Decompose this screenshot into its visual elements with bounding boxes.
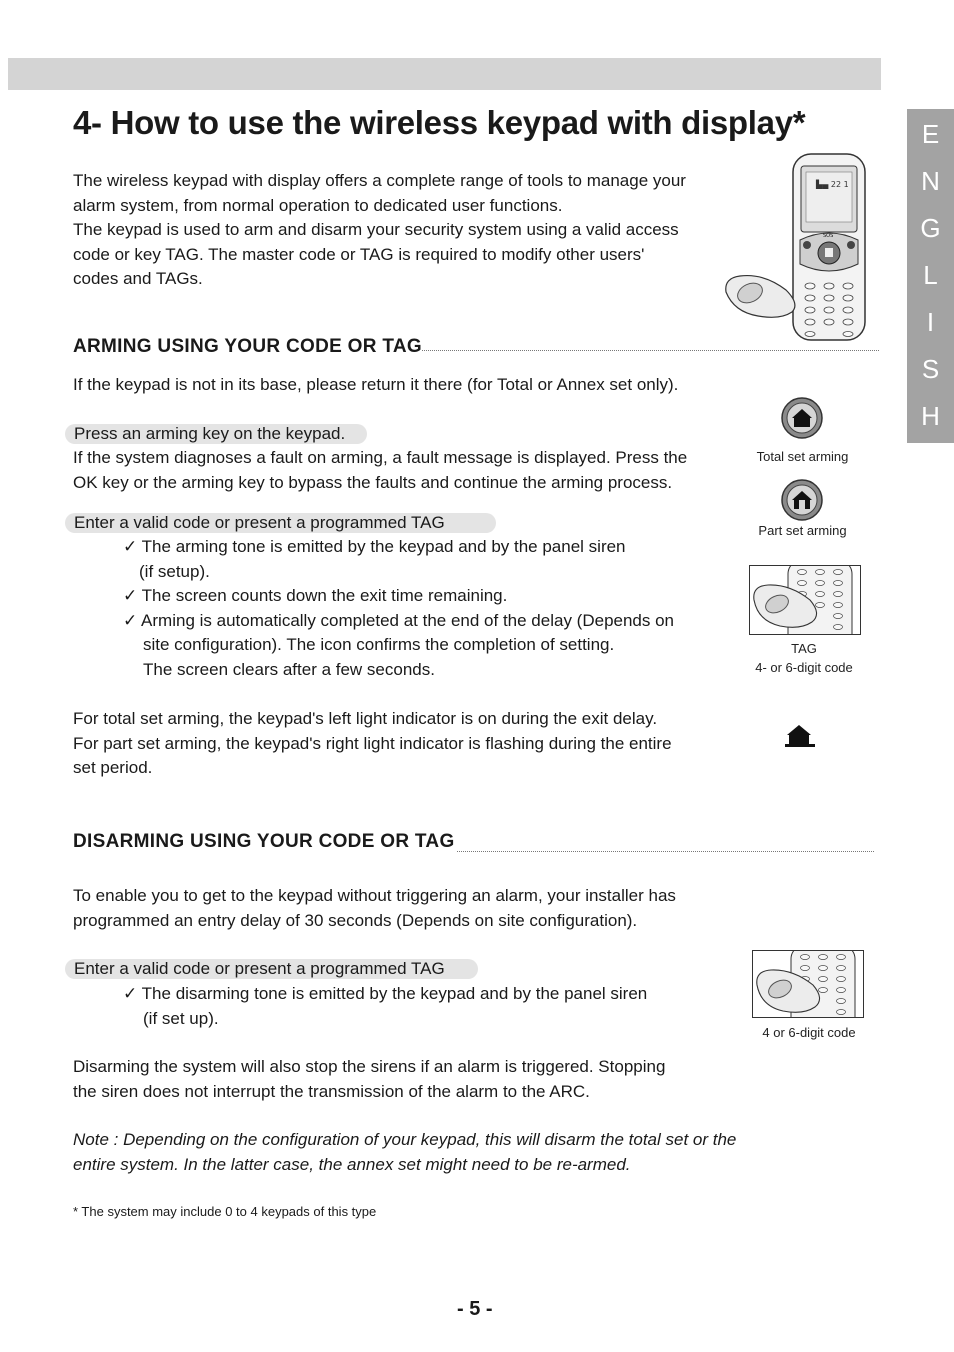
text-line: The wireless keypad with display offers a complete range of tools to manage your	[73, 171, 686, 190]
part-set-arming-caption: Part set arming	[758, 523, 847, 538]
entry-delay-paragraph	[73, 884, 773, 933]
text-line: alarm system, from normal operation to dedicated user functions.	[73, 195, 563, 215]
caption-line: 4- or 6-digit code	[755, 660, 853, 675]
arming-complete-icon	[784, 722, 816, 748]
checklist-item: ✓ The disarming tone is emitted by the keypad and by the panel siren	[123, 984, 648, 1003]
text-line: code or key TAG. The master code or TAG is required to modify other users'	[73, 244, 645, 264]
keypad-illustration	[722, 152, 872, 344]
side-tab-letter: E	[921, 119, 940, 149]
text-line: programmed an entry delay of 30 seconds (Depends on site configuration).	[73, 910, 638, 930]
text-line: entire system. In the latter case, the annex set might need to be re-armed.	[73, 1154, 631, 1174]
checklist-item: ✓ The arming tone is emitted by the keypad and by the panel siren	[123, 537, 626, 556]
side-tab-letter: N	[921, 166, 940, 196]
checklist-continuation: (if set up).	[143, 1008, 219, 1028]
caption-line: TAG	[791, 641, 817, 656]
total-set-arming-caption: Total set arming	[756, 449, 849, 464]
tag-caption	[745, 639, 863, 677]
text-line: The keypad is used to arm and disarm your security system using a valid access	[73, 220, 679, 239]
text-line: Disarming the system will also stop the sirens if an alarm is triggered. Stopping	[73, 1057, 666, 1076]
arming-step-press-key: Press an arming key on the keypad.	[65, 424, 367, 444]
text-line: To enable you to get to the keypad without triggering an alarm, your installer has	[73, 886, 676, 905]
side-tab-letter: L	[923, 260, 938, 290]
keypad-base-note: If the keypad is not in its base, please return it there (for Total or Annex set only).	[73, 375, 679, 394]
language-side-tab	[907, 109, 954, 443]
check-mark-icon: ✓	[123, 610, 138, 630]
checklist-continuation: The screen clears after a few seconds.	[143, 659, 435, 679]
fault-paragraph	[73, 446, 753, 495]
total-set-arming-icon	[780, 396, 824, 440]
heading-divider	[422, 350, 879, 351]
heading-divider	[457, 851, 874, 852]
text-line: the siren does not interrupt the transmission of the alarm to the ARC.	[73, 1081, 590, 1101]
disarming-checklist	[123, 982, 743, 1031]
light-indicator-paragraph	[73, 707, 773, 781]
arming-step-enter-code: Enter a valid code or present a programmed TAG	[65, 513, 496, 533]
part-set-arming-icon	[780, 478, 824, 522]
arming-checklist	[123, 535, 743, 682]
text-line: codes and TAGs.	[73, 269, 203, 288]
text-line: OK key or the arming key to bypass the faults and continue the arming process.	[73, 472, 673, 492]
code-caption: 4 or 6-digit code	[762, 1025, 856, 1040]
disarming-step-enter-code: Enter a valid code or present a programmed TAG	[65, 959, 478, 979]
check-mark-icon: ✓	[123, 586, 138, 605]
code-keypad-icon	[753, 951, 863, 1017]
text-line: For total set arming, the keypad's left light indicator is on during the exit delay.	[73, 709, 658, 728]
checklist-item: ✓ The screen counts down the exit time remaining.	[123, 586, 508, 605]
footnote: * The system may include 0 to 4 keypads of this type	[73, 1204, 377, 1219]
side-tab-letter: S	[921, 354, 940, 384]
code-keypad-illustration	[752, 950, 864, 1018]
text-line: Note : Depending on the configuration of your keypad, this will disarm the total set or the	[73, 1130, 737, 1149]
side-tab-letter: I	[926, 307, 935, 337]
text-line: If the system diagnoses a fault on arming, a fault message is displayed. Press the	[73, 448, 688, 467]
intro-paragraph	[73, 169, 753, 292]
arming-section-heading: ARMING USING YOUR CODE OR TAG	[73, 336, 422, 357]
check-mark-icon: ✓	[123, 984, 138, 1003]
header-bar	[8, 58, 881, 90]
siren-paragraph	[73, 1055, 773, 1104]
page-number: - 5 -	[457, 1298, 493, 1320]
tag-keypad-illustration	[749, 565, 861, 635]
side-tab-letter: G	[920, 213, 941, 243]
checklist-continuation: (if setup).	[139, 561, 210, 581]
checklist-continuation: site configuration). The icon confirms the completion of setting.	[143, 635, 615, 654]
check-mark-icon: ✓	[123, 537, 138, 556]
disarming-section-heading: DISARMING USING YOUR CODE OR TAG	[73, 831, 455, 852]
side-tab-letter: H	[921, 401, 940, 431]
checklist-item: ✓ Arming is automatically completed at the end of the delay (Depends on	[123, 610, 675, 630]
keypad-sos-label: SOS	[823, 233, 834, 239]
tag-keypad-icon	[750, 566, 860, 634]
configuration-note	[73, 1128, 833, 1177]
text-line: For part set arming, the keypad's right light indicator is flashing during the entire	[73, 733, 672, 753]
page-title: 4- How to use the wireless keypad with display*	[73, 104, 806, 141]
text-line: set period.	[73, 758, 153, 777]
svg-text:▙▄ 22 1: ▙▄ 22 1	[816, 180, 849, 189]
